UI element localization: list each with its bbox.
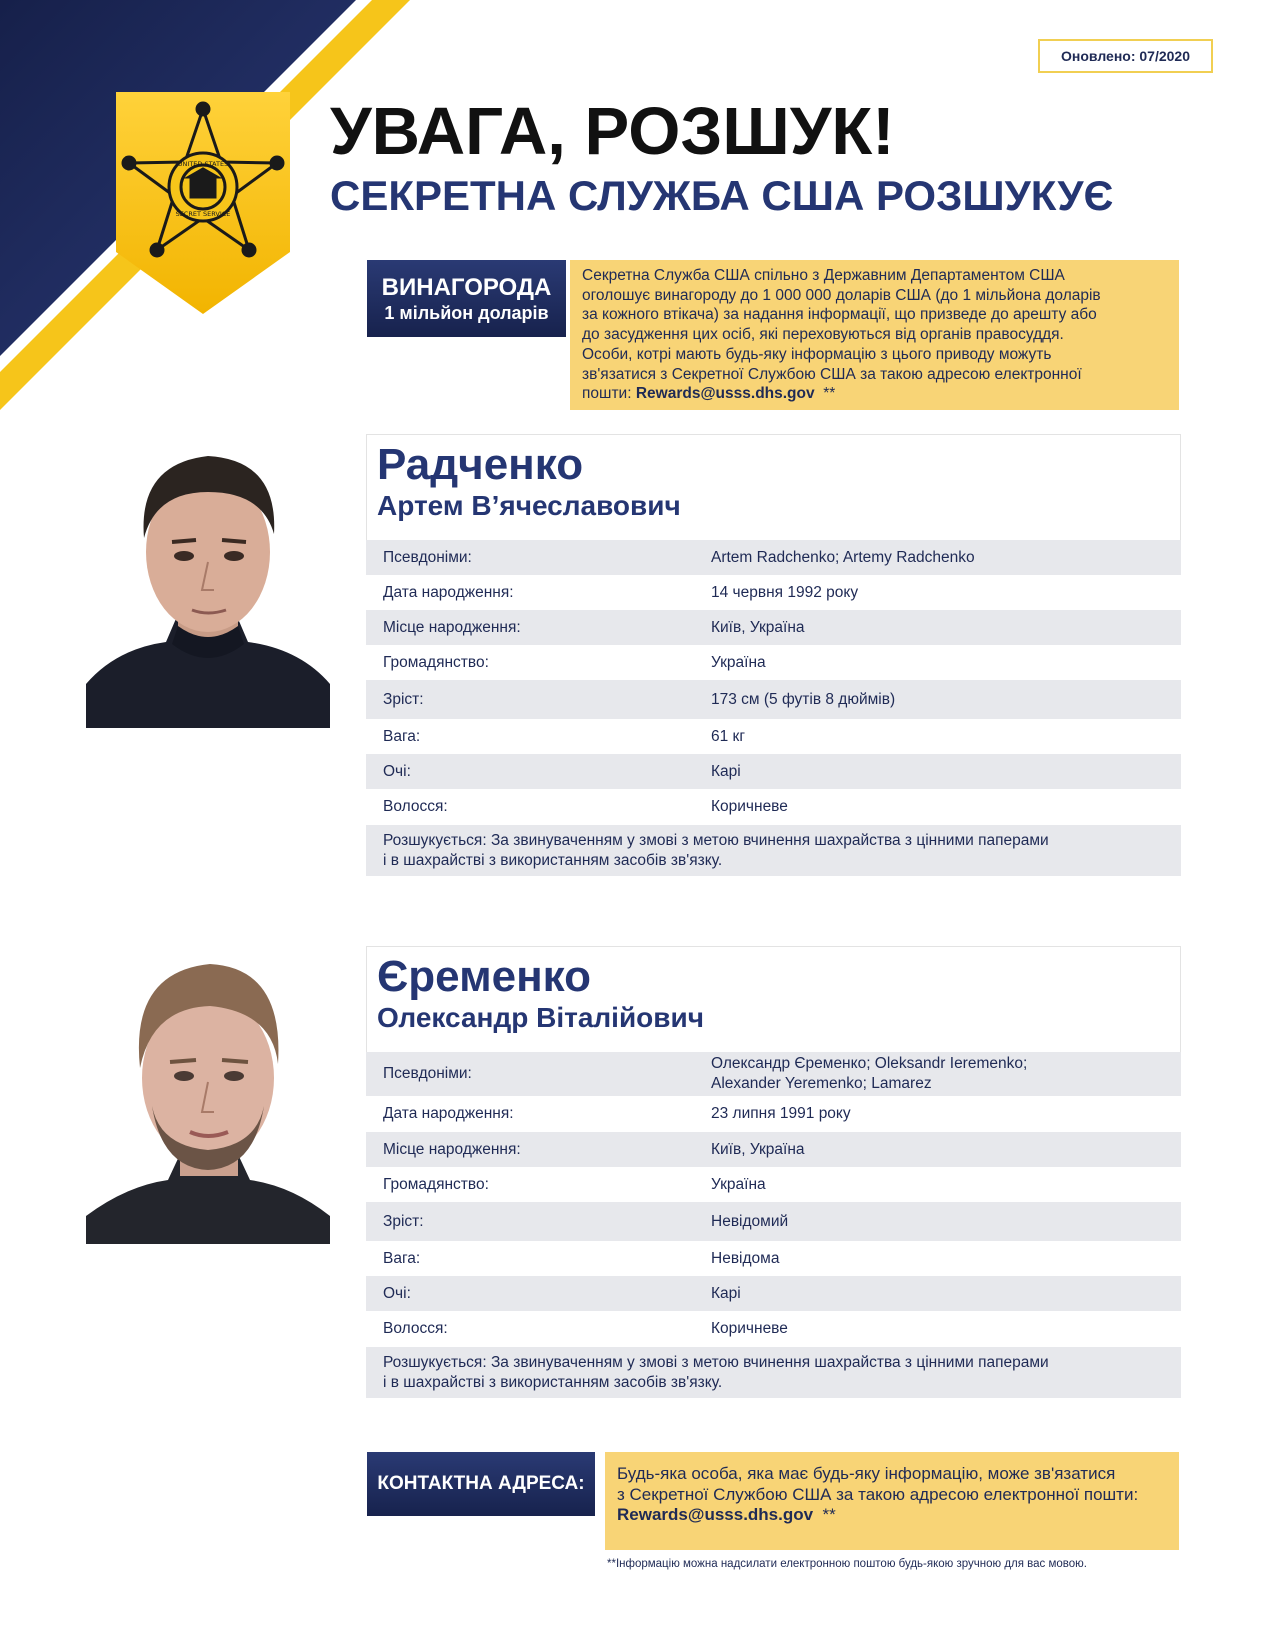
contact-suffix: ** [813, 1505, 836, 1524]
dob-label: Дата народження: [383, 1105, 514, 1122]
aliases-label: Псевдоніми: [383, 548, 472, 566]
pob-label: Місце народження: [383, 1140, 521, 1158]
height-value: 173 см (5 футів 8 дюймів) [711, 690, 896, 708]
reward-text-line: Секретна Служба США спільно з Державним Департаментом США [582, 267, 1065, 284]
fugitive-photo-1 [86, 434, 330, 728]
reward-label-line2: 1 мільйон доларів [384, 302, 549, 323]
badge-ring-text-top: UNITED STATES [177, 160, 229, 168]
weight-label: Вага: [383, 727, 421, 745]
secret-service-badge-icon [116, 92, 290, 314]
wanted-line: Розшукується: За звинуваченням у змові з метою вчинення шахрайства з цінними паперами [383, 832, 1049, 849]
eyes-label: Очі: [383, 762, 411, 780]
dob-value: 14 червня 1992 року [711, 583, 859, 601]
contact-description [605, 1452, 1179, 1550]
pob-row [366, 610, 1181, 645]
fugitive-photo-2 [86, 946, 330, 1244]
weight-label: Вага: [383, 1249, 421, 1267]
reward-text-line: за кожного втікача) за надання інформації, що призведе до арешту або [582, 306, 1097, 324]
wanted-line: і в шахрайстві з використанням засобів зв'язку. [383, 852, 723, 869]
hair-row [366, 789, 1181, 825]
wanted-for [366, 825, 1181, 876]
citizenship-label: Громадянство: [383, 653, 489, 671]
weight-value: 61 кг [711, 727, 745, 745]
fugitive-card-1 [366, 434, 1181, 876]
citizenship-label: Громадянство: [383, 1175, 489, 1193]
height-value: Невідомий [711, 1212, 789, 1230]
footnote: **Інформацію можна надсилати електронною поштою будь-якою зручною для вас мовою. [607, 1558, 1087, 1570]
reward-text-line: до засудження цих осіб, які переховуються від органів правосуддя. [582, 326, 1064, 344]
hair-value: Коричневе [711, 1320, 788, 1337]
eyes-value: Карі [711, 762, 741, 780]
pob-label: Місце народження: [383, 618, 521, 636]
reward-email-link[interactable]: Rewards@usss.dhs.gov [635, 385, 815, 403]
page-title: УВАГА, РОЗШУК! [330, 94, 895, 169]
pob-value: Київ, Україна [711, 618, 805, 636]
hair-row [366, 1311, 1181, 1347]
reward-label-line1: ВИНАГОРОДА [381, 273, 552, 301]
reward-text-line: Особи, котрі мають будь-яку інформацію з цього приводу можуть [582, 345, 1052, 363]
badge-ring-text-bottom: SECRET SERVICE [175, 210, 231, 218]
citizenship-row [366, 1167, 1181, 1202]
aliases-value: Artem Radchenko; Artemy Radchenko [711, 548, 975, 566]
height-label: Зріст: [383, 690, 424, 708]
page-subtitle: СЕКРЕТНА СЛУЖБА США РОЗШУКУЄ [330, 172, 1114, 219]
pob-value: Київ, Україна [711, 1140, 805, 1158]
portrait-photo-icon [86, 434, 330, 728]
aliases-line: Alexander Yeremenko; Lamarez [711, 1075, 932, 1092]
height-label: Зріст: [383, 1212, 424, 1230]
name-box [366, 434, 1181, 540]
citizenship-value: Україна [711, 653, 766, 671]
wanted-line: і в шахрайстві з використанням засобів зв'язку. [383, 1374, 723, 1391]
wanted-line: Розшукується: За звинуваченням у змові з метою вчинення шахрайства з цінними паперами [383, 1354, 1049, 1371]
reward-text-line [582, 384, 1167, 404]
hair-value: Коричневе [711, 798, 788, 815]
dob-row [366, 575, 1181, 610]
citizenship-row [366, 645, 1181, 680]
weight-value: Невідома [711, 1249, 780, 1267]
surname: Єременко [377, 952, 591, 1001]
reward-description [570, 260, 1179, 410]
hair-label: Волосся: [383, 1320, 448, 1337]
dob-row [366, 1096, 1181, 1132]
aliases-value [711, 1054, 1181, 1094]
dob-value: 23 липня 1991 року [711, 1105, 851, 1122]
dob-label: Дата народження: [383, 583, 514, 601]
reward-suffix: ** [814, 385, 836, 403]
fugitive-card-2 [366, 946, 1181, 1398]
height-row [366, 1202, 1181, 1241]
height-row [366, 680, 1181, 719]
given-name: Артем В’ячеславович [377, 490, 681, 521]
contact-label: КОНТАКТНА АДРЕСА: [367, 1452, 595, 1516]
contact-line: Будь-яка особа, яка має будь-яку інформацію, може зв'язатися [617, 1464, 1116, 1483]
aliases-row [366, 540, 1181, 575]
eyes-row [366, 754, 1181, 789]
weight-row [366, 719, 1181, 754]
aliases-row [366, 1052, 1181, 1096]
contact-line: з Секретної Службою США за такою адресою електронної пошти: [617, 1484, 1139, 1504]
reward-last-prefix: пошти: [582, 385, 636, 403]
given-name: Олександр Віталійович [377, 1002, 704, 1033]
eyes-value: Карі [711, 1284, 741, 1302]
wanted-for [366, 1347, 1181, 1398]
portrait-photo-icon [86, 946, 330, 1244]
contact-email-link[interactable]: Rewards@usss.dhs.gov [617, 1505, 814, 1524]
aliases-line: Олександр Єременко; Oleksandr Ieremenko; [711, 1055, 1028, 1072]
pob-row [366, 1132, 1181, 1167]
reward-text-line: зв'язатися з Секретної Службою США за такою адресою електронної [582, 365, 1082, 383]
eyes-row [366, 1276, 1181, 1311]
hair-label: Волосся: [383, 798, 448, 815]
reward-label [367, 260, 566, 337]
reward-text-line: оголошує винагороду до 1 000 000 доларів США (до 1 мільйона доларів [582, 286, 1101, 304]
name-box [366, 946, 1181, 1052]
citizenship-value: Україна [711, 1175, 766, 1193]
eyes-label: Очі: [383, 1284, 411, 1302]
updated-date: Оновлено: 07/2020 [1038, 39, 1213, 73]
surname: Радченко [377, 440, 584, 489]
weight-row [366, 1241, 1181, 1276]
aliases-label: Псевдоніми: [383, 1065, 472, 1082]
contact-line [617, 1505, 1167, 1526]
